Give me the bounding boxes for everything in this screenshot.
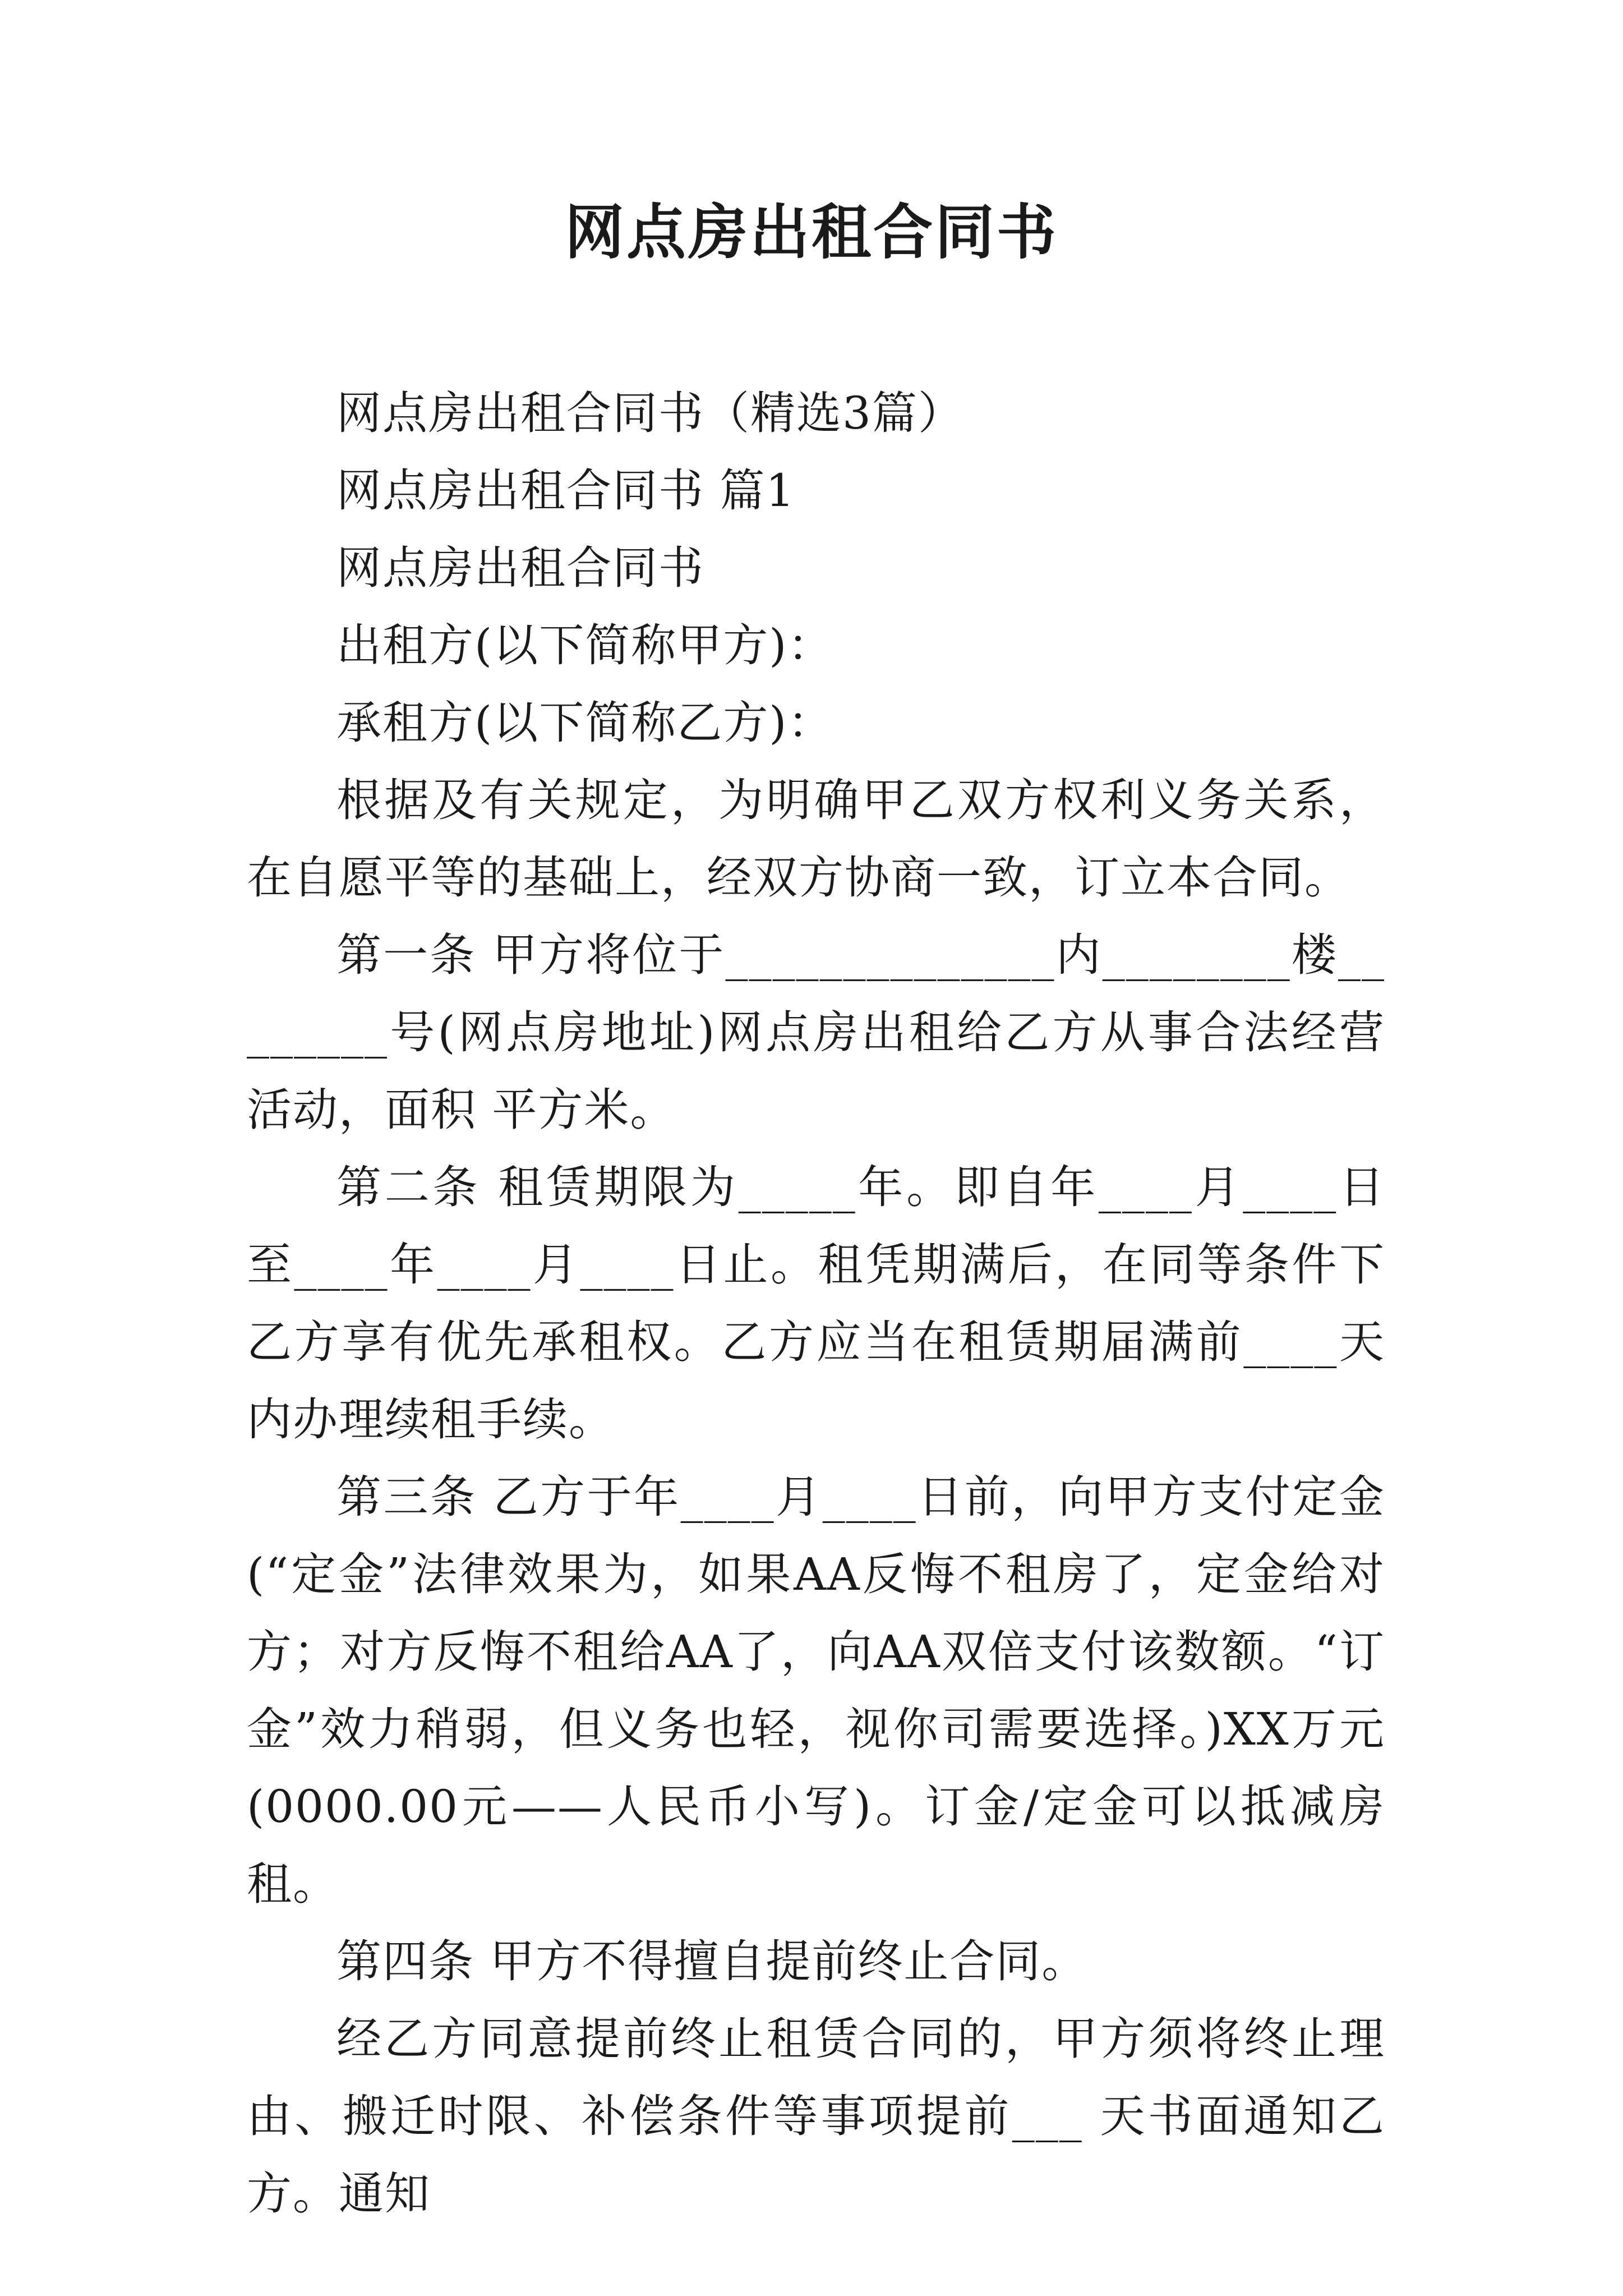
document-title: 网点房出租合同书 bbox=[565, 198, 1058, 267]
paragraph-section-heading: 网点房出租合同书 篇1 bbox=[336, 464, 796, 517]
paragraph-article-2: 第二条 租赁期限为_____年。即自年____月____日至____年____月____日止。租凭期满后，在同等条件下乙方享有优先承租权。乙方应当在租赁期届满前____天内办理续租手续。 bbox=[247, 1161, 1385, 1446]
paragraph-termination: 经乙方同意提前终止租赁合同的，甲方须将终止理由、搬迁时限、补偿条件等事项提前___ 天书面通知乙方。通知 bbox=[247, 2013, 1385, 2220]
paragraph-contract-name: 网点房出租合同书 bbox=[336, 542, 704, 594]
paragraph-article-1: 第一条 甲方将位于______________内________楼________号(网点房地址)网点房出租给乙方从事合法经营活动，面积 平方米。 bbox=[247, 929, 1385, 1136]
paragraph-lessor: 出租方(以下简称甲方)： bbox=[336, 619, 834, 671]
document-body bbox=[247, 375, 1385, 2233]
paragraph-article-3: 第三条 乙方于年____月____日前，向甲方支付定金(“定金”法律效果为，如果AA反悔不租房了，定金给对方；对方反悔不租给AA了，向AA双倍支付该数额。“订金”效力稍弱，但义务也轻，视你司需要选择。)XX万元(0000.00元——人民币小写)。订金/定金可以抵减房租。 bbox=[247, 1471, 1385, 1910]
paragraph-subtitle: 网点房出租合同书（精选3篇） bbox=[336, 387, 964, 439]
paragraph-preamble: 根据及有关规定，为明确甲乙双方权利义务关系，在自愿平等的基础上，经双方协商一致，订立本合同。 bbox=[247, 774, 1385, 904]
paragraph-article-4: 第四条 甲方不得擅自提前终止合同。 bbox=[336, 1935, 1088, 1987]
paragraph-lessee: 承租方(以下简称乙方)： bbox=[336, 697, 834, 749]
